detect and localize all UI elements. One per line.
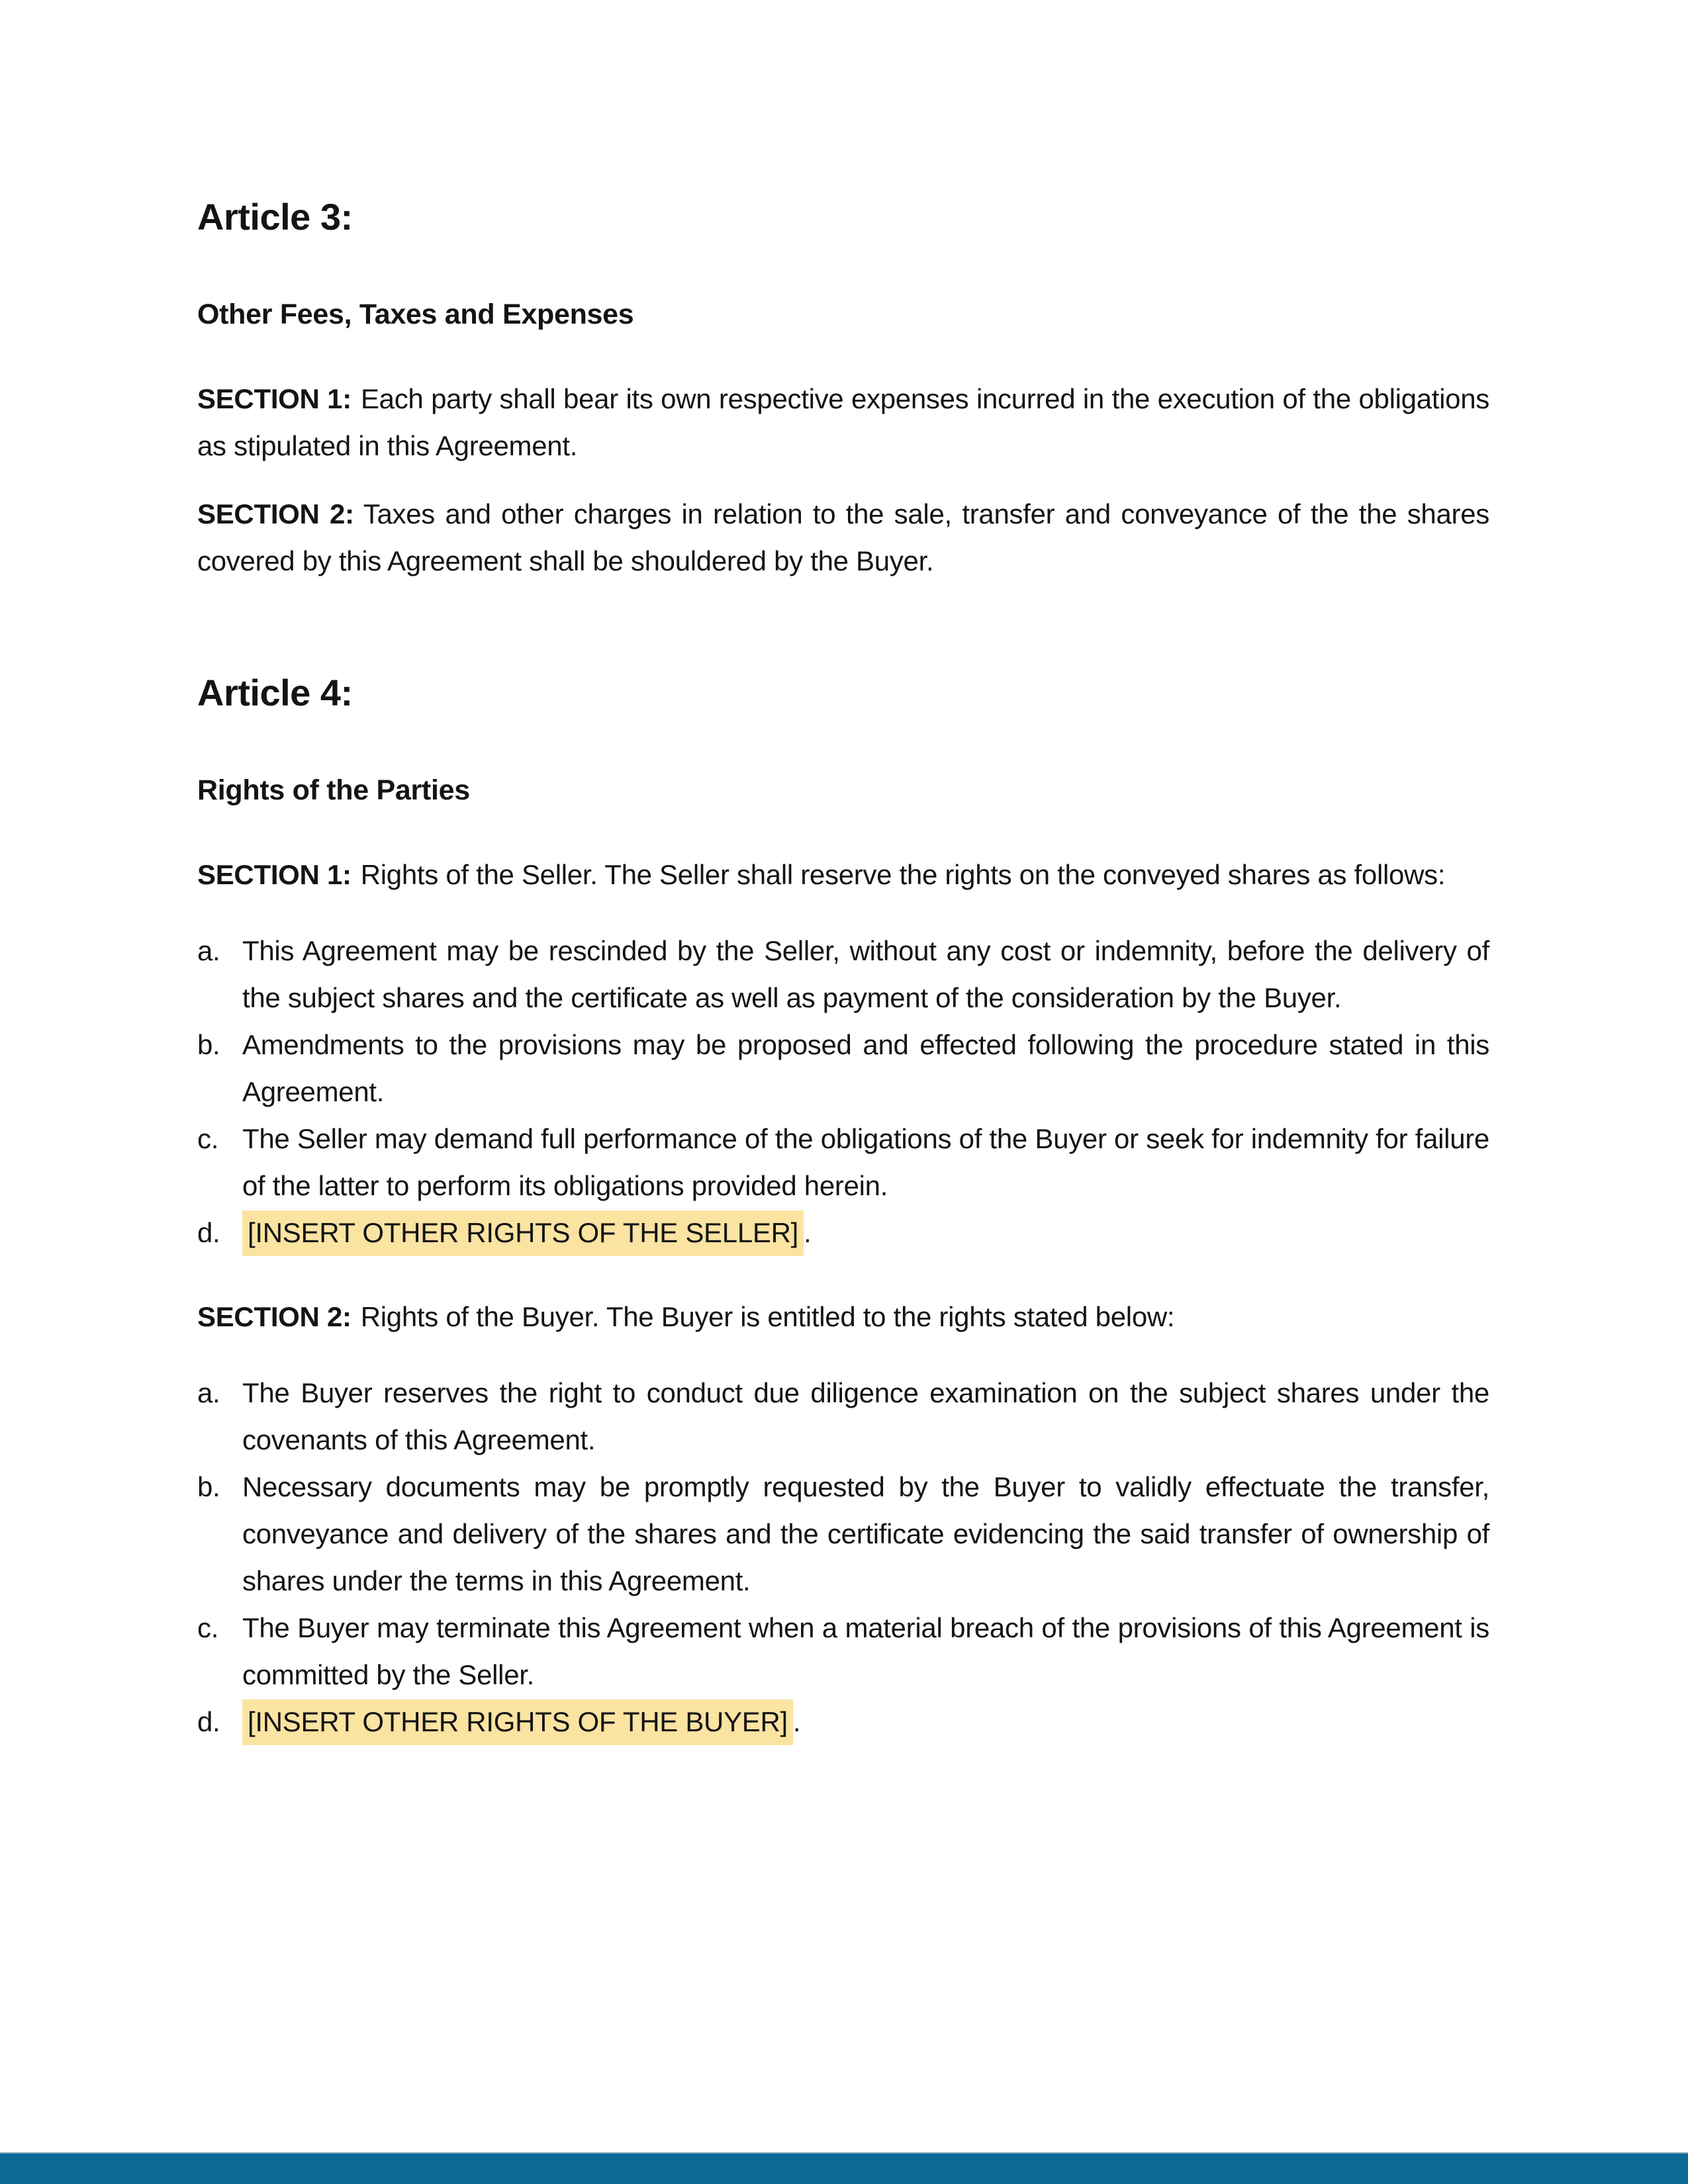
list-item-text: The Seller may demand full performance of the obligations of the Buyer or seek for indemnity for failure of the latter to perform its obligations provided herein.: [242, 1123, 1489, 1201]
section-paragraph: [197, 490, 1489, 584]
section-text: Taxes and other charges in relation to the sale, transfer and conveyance of the the shares covered by this Agreement shall be shouldered by the Buyer.: [197, 498, 1489, 576]
article-heading: Article 3:: [197, 196, 353, 238]
list-marker: b.: [197, 1029, 220, 1060]
list-marker: d.: [197, 1217, 220, 1248]
list-item-text: The Buyer reserves the right to conduct due diligence examination on the subject shares under the covenants of this Agreement.: [242, 1377, 1489, 1455]
list-marker: d.: [197, 1706, 220, 1737]
section-label: SECTION 1:: [197, 383, 352, 414]
rights-list-buyer: [197, 1369, 1489, 1745]
list-item: [197, 1021, 1489, 1115]
article-subtitle: Other Fees, Taxes and Expenses: [197, 298, 634, 330]
list-marker: a.: [197, 1377, 220, 1408]
list-item: [197, 1698, 1489, 1745]
list-item: [197, 1209, 1489, 1256]
footer-accent-bar: [0, 2152, 1688, 2184]
list-item: [197, 1604, 1489, 1698]
section-paragraph: [197, 375, 1489, 469]
list-item-text: This Agreement may be rescinded by the Seller, without any cost or indemnity, before the delivery of the subject shares and the certificate as well as payment of the consideration by the Buyer.: [242, 935, 1489, 1013]
list-item: [197, 1463, 1489, 1604]
rights-list-seller: [197, 927, 1489, 1256]
list-marker: c.: [197, 1123, 219, 1154]
list-item-text: The Buyer may terminate this Agreement when a material breach of the provisions of this Agreement is committed by the Seller.: [242, 1612, 1489, 1690]
section-paragraph: [197, 851, 1489, 898]
section-text: Rights of the Seller. The Seller shall reserve the rights on the conveyed shares as follows:: [360, 859, 1446, 890]
placeholder-highlight: [INSERT OTHER RIGHTS OF THE SELLER]: [242, 1210, 804, 1256]
article-subtitle: Rights of the Parties: [197, 774, 470, 806]
list-item-text: Necessary documents may be promptly requested by the Buyer to validly effectuate the transfer, conveyance and delivery of the shares and the certificate evidencing the said transfer of ownership of shares under the terms in this Agreement.: [242, 1471, 1489, 1596]
list-marker: b.: [197, 1471, 220, 1502]
list-item: [197, 927, 1489, 1021]
list-marker: a.: [197, 935, 220, 966]
section-label: SECTION 1:: [197, 859, 352, 890]
section-paragraph: [197, 1293, 1489, 1340]
section-text: Rights of the Buyer. The Buyer is entitled to the rights stated below:: [360, 1301, 1175, 1332]
article-heading: Article 4:: [197, 672, 353, 713]
section-label: SECTION 2:: [197, 1301, 352, 1332]
list-item-text: [242, 1210, 811, 1256]
section-label: SECTION 2:: [197, 498, 354, 529]
list-item-text: Amendments to the provisions may be proposed and effected following the procedure stated in this Agreement.: [242, 1029, 1489, 1107]
list-marker: c.: [197, 1612, 219, 1643]
placeholder-suffix: .: [792, 1706, 801, 1737]
placeholder-suffix: .: [804, 1217, 812, 1248]
placeholder-highlight: [INSERT OTHER RIGHTS OF THE BUYER]: [242, 1700, 793, 1745]
section-text: Each party shall bear its own respective expenses incurred in the execution of the obligations as stipulated in this Agreement.: [197, 383, 1489, 461]
list-item: [197, 1369, 1489, 1463]
list-item: [197, 1115, 1489, 1209]
list-item-text: [242, 1700, 800, 1745]
